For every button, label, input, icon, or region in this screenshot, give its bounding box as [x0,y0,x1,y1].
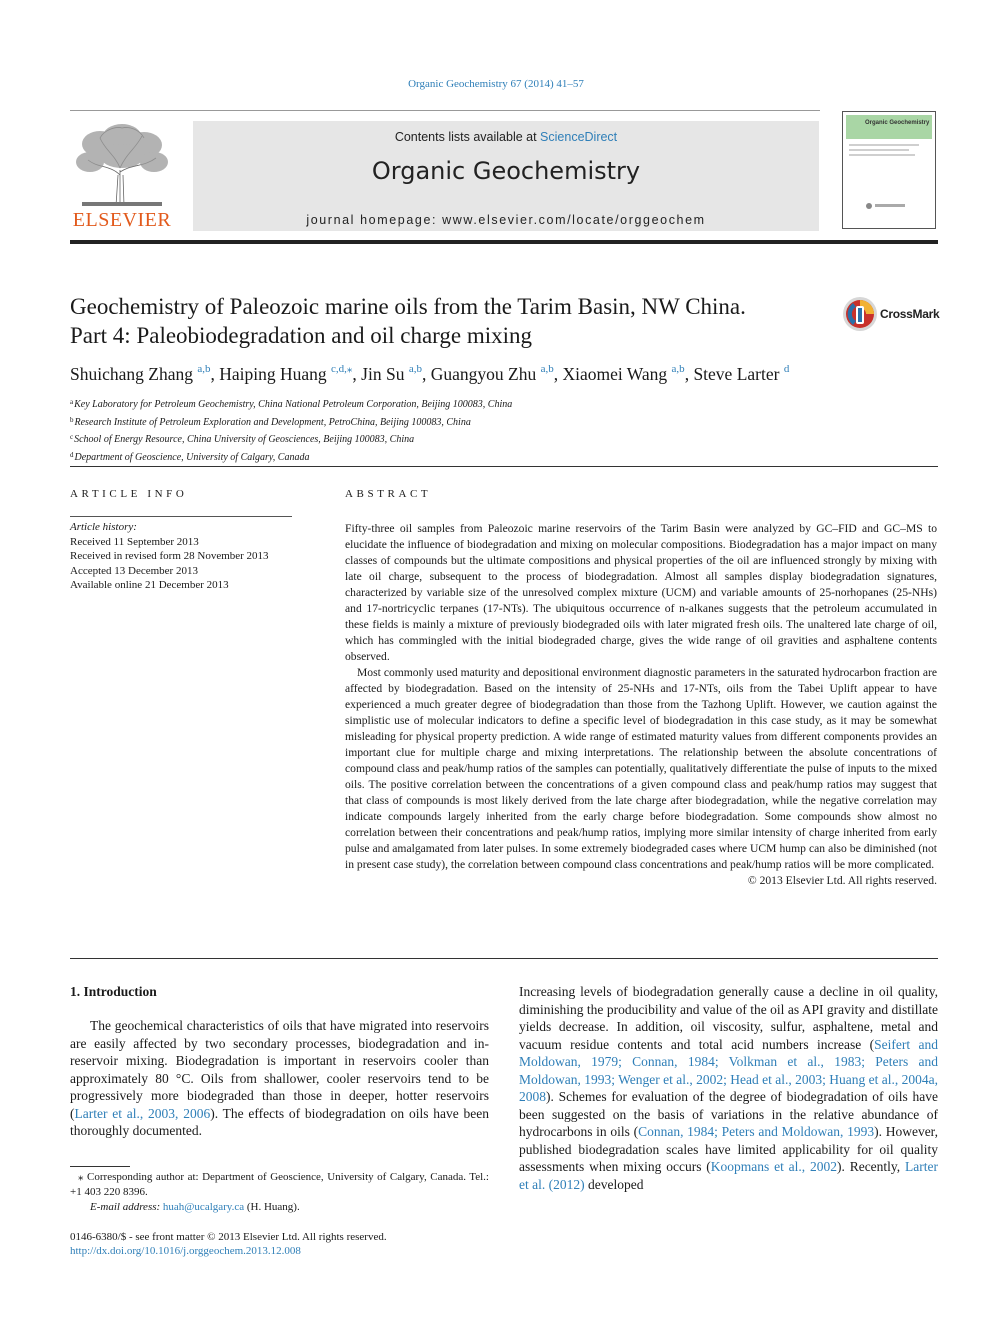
abstract-paragraph-1: Fifty-three oil samples from Paleozoic marine reservoirs of the Tarim Basin were analyzed by GC–FID and GC–MS to elucidate the influence of biodegradation and mixing on molecular compositions. Biodegradation has a major impact on many classes of compounds but the ultimate compositions and physical properties of the oil are influenced strongly by mixing with late oil charge, subsequent to the process of biodegradation. Almost all samples display biodegradation signatures, characterized by variable size of the unresolved complex mixture (UCM) and variable amounts of 25-norhopanes (25-NHs) and 17-nortricyclic terpanes (17-NTs). The ubiquitous occurrence of n-alkanes suggests that the petroleum accumulated in these fields is mainly a mixture of previously biodegraded oils with later migrated fresh oils. The unaltered late charge of oil, which has commingled with the initial biodegraded charge, gives the wide range of oil gravities and asphaltene contents observed. [345,522,937,663]
author-name: Shuichang Zhang [70,364,193,384]
author-separator: , [553,364,563,384]
cover-text-lines-icon [849,142,929,212]
sciencedirect-link[interactable]: ScienceDirect [540,130,618,144]
author-separator: , [684,364,694,384]
corresponding-author-note: ⁎ Corresponding author at: Department of Geoscience, University of Calgary, Canada. Tel.: +1 403 220 8396. [70,1171,489,1198]
affiliation-key: a [70,398,74,406]
intro-text: developed [584,1176,644,1192]
article-title [70,292,830,350]
author-separator: , [421,364,431,384]
history-online: Available online 21 December 2013 [70,579,229,591]
author-affiliation-marks[interactable]: d [783,363,790,375]
intro-text: ). Recently, [837,1159,906,1174]
author-name: Haiping Huang [219,364,327,384]
author-name: Xiaomei Wang [562,364,668,384]
author-name: Steve Larter [693,364,780,384]
author-affiliation-marks[interactable]: a,b [408,363,422,375]
history-received: Received 11 September 2013 [70,535,199,548]
intro-text: ). The effects of biodegradation on oils have been thoroughly documented. [70,1105,489,1138]
crossmark-badge[interactable] [842,295,942,333]
elsevier-logo[interactable] [70,120,174,232]
author-separator: , [210,364,220,384]
email-link[interactable]: huah@ucalgary.ca [162,1201,245,1213]
affiliation [70,395,930,413]
author-separator: , [352,364,362,384]
article-info-heading: ARTICLE INFO [70,488,188,500]
affiliation-key: b [70,415,74,424]
author-list [70,362,950,385]
history-accepted: Accepted 13 December 2013 [70,564,198,577]
affiliation-key: d [70,450,74,459]
doi-link[interactable]: http://dx.doi.org/10.1016/j.orggeochem.2013.12.008 [70,1245,301,1257]
author[interactable] [693,364,789,384]
abstract-paragraph-2: Most commonly used maturity and depositional environment diagnostic parameters in the saturated hydrocarbon fraction are affected by biodegradation. Based on the intensity of 25-NHs and 17-NTs, oils from the Tabei Uplift appear to have experienced a much greater degree of biodegradation than those from the Tazhong Uplift. However, we caution against the simplistic use of molecular indicators to define a specific level of biodegradation in this case study, as it may be somewhat misleading for physical property prediction. A wide range of estimated maturity values from different components provides an important clue for multiple charge and mixing interpretations. The relationship between the absolute concentrations of compound class and peak/hump ratios of the samples can potentially, qualitatively differentiate the pulse of inputs to the mixed oils. The positive correlation between the concentrations of a given compound class and peak/hump ratios may suggest that that class of compounds is most likely derived from the late charge after biodegradation, while the negative correlation may indicate compounds largely inherited from the early charge before biodegradation. Some compounds show almost no correlation between their concentrations and peak/hump ratios, implying more similar intensity of charge inherited from early pulse and amalgamated from later pulses. In some extremely biodegraded cases where UCM hump can also be diminished (not in present case study), the correlation between compound class concentrations and peak/hump ratios will be more complicated. [345,666,937,871]
article-title-line-1: Geochemistry of Paleozoic marine oils from the Tarim Basin, NW China. [70,294,746,319]
affiliation-text: Department of Geoscience, University of Calgary, Canada [74,451,310,463]
copyright-notice: © 2013 Elsevier Ltd. All rights reserved. [747,874,937,887]
contents-prefix: Contents lists available at [394,130,541,144]
affiliation-list [70,395,930,465]
journal-cover-thumbnail[interactable] [842,111,936,229]
citation-link[interactable]: Connan, 1984; Peters and Moldowan, 1993 [638,1124,875,1139]
author[interactable] [219,364,361,384]
intro-text: Increasing levels of biodegradation generally cause a decline in oil quality, diminishing the producibility and value of the oil as API gravity and distillate yields decrease. In addition, oil viscosity, sulfur, asphaltene, metal and vacuum residue contents and total acid numbers increase ( [519,984,938,1052]
affiliation-text: School of Energy Resource, China University of Geosciences, Beijing 100083, China [74,434,415,445]
author-affiliation-marks[interactable]: a,b [671,363,685,375]
author-name: Guangyou Zhu [430,364,537,384]
abstract-body [345,521,937,889]
crossmark-icon [842,295,878,333]
intro-text: The geochemical characteristics of oils that have migrated into reservoirs are easily affected by two secondary processes, biodegradation and in-reservoir mixing. Biodegradation is important in reservoirs cooler than approximately 80 °C. Oils from shallower, cooler reservoirs tend to be progressively more biodegraded than those in deeper, hotter reservoirs ( [70,1018,489,1121]
abstract-heading: ABSTRACT [345,488,432,500]
author[interactable] [70,364,219,384]
citation-link[interactable]: Larter et al. (2012) [519,1159,938,1192]
intro-text: ). Schemes for evaluation of the degree of biodegradation of oils have been suggested on the basis of variations in the relative abundance of hydrocarbons in oils ( [519,1089,938,1139]
article-info-rule [70,516,292,517]
history-revised: Received in revised form 28 November 2013 [70,550,269,562]
intro-paragraph-2 [519,983,938,1193]
cover-title: Organic Geochemistry [865,120,930,126]
citation-link[interactable]: Larter et al., 2003, 2006 [74,1105,211,1121]
citation-link[interactable]: Koopmans et al., 2002 [710,1159,837,1174]
journal-title: Organic Geochemistry [371,157,641,185]
header-bottom-rule [70,240,938,244]
section-divider [70,466,938,467]
section-divider [70,958,938,959]
elsevier-wordmark: ELSEVIER [72,209,172,231]
crossmark-label: CrossMark [880,307,940,321]
affiliation [70,430,930,448]
citation-link[interactable]: Seifert and Moldowan, 1979; Connan, 1984; Volkman et al., 1983; Peters and Moldowan, 1993; Wenger et al., 2002; Head et al., 2003; Huang et al., 2004a, 2008 [519,1036,938,1104]
introduction-heading: 1. Introduction [70,984,157,999]
email-owner: (H. Huang). [244,1201,300,1213]
author[interactable] [562,364,693,384]
article-history [70,520,310,593]
header-top-rule [70,110,820,111]
affiliation-key: c [70,433,74,441]
journal-reference[interactable]: Organic Geochemistry 67 (2014) 41–57 [408,78,584,90]
intro-right-column [519,983,938,1193]
author[interactable] [361,364,431,384]
affiliation-text: Research Institute of Petroleum Exploration and Development, PetroChina, Beijing 100083, China [74,416,471,428]
author-affiliation-marks[interactable]: a,b [540,363,554,375]
intro-left-column [70,1017,489,1140]
intro-paragraph-1 [70,1017,489,1140]
footnote-rule [70,1166,130,1167]
issn-block [70,1230,489,1258]
journal-header-box [193,121,819,231]
email-line [70,1200,489,1215]
author-affiliation-marks[interactable]: a,b [197,363,211,375]
author-affiliation-marks[interactable]: c,d,⁎ [331,363,353,375]
cover-banner [846,115,932,139]
author-name: Jin Su [361,364,405,384]
history-label: Article history: [70,521,137,533]
email-label: E-mail address: [90,1201,163,1213]
intro-text: ). However, published biodegradation scales have limited applicability for oil quality assessments when mixing occurs ( [519,1124,939,1174]
affiliation [70,448,930,466]
journal-homepage[interactable]: journal homepage: www.elsevier.com/locate/orggeochem [306,213,706,227]
affiliation [70,413,930,431]
author[interactable] [431,364,563,384]
footnote [70,1170,489,1215]
elsevier-tree-icon [70,120,174,208]
affiliation-text: Key Laboratory for Petroleum Geochemistry, China National Petroleum Corporation, Beijing 100083, China [74,399,513,410]
article-title-line-2: Part 4: Paleobiodegradation and oil charge mixing [70,323,533,348]
contents-available-line [193,130,819,144]
issn-line: 0146-6380/$ - see front matter © 2013 Elsevier Ltd. All rights reserved. [70,1231,387,1243]
